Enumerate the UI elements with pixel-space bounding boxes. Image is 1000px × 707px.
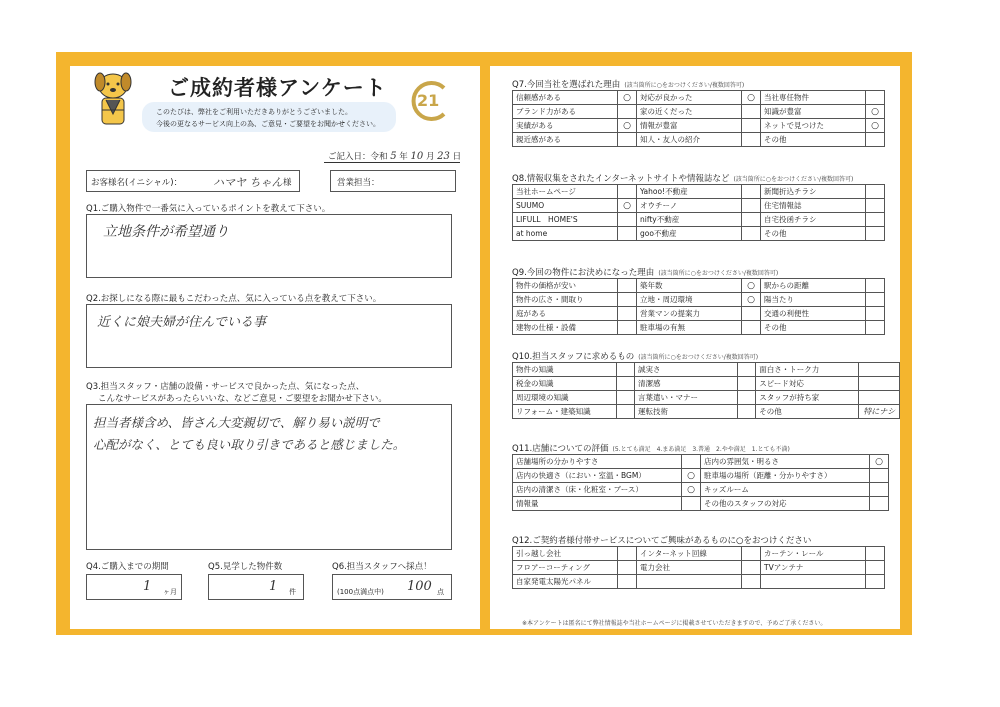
- q11-table: [512, 454, 889, 511]
- q9-question-text: Q9.今回の物件にお決めになった理由: [512, 268, 655, 278]
- table-row: [513, 185, 885, 199]
- option-checkbox[interactable]: [742, 561, 761, 575]
- table-row: [513, 213, 885, 227]
- option-label: 運転技術: [634, 405, 737, 419]
- option-checkbox[interactable]: [870, 483, 889, 497]
- table-row: [513, 105, 885, 119]
- option-label: カーテン・レール: [761, 547, 866, 561]
- q12-question-text: Q12.ご契約者様付帯サービスについてご興味があるものに○をおつけください: [512, 536, 812, 546]
- option-label: オウチーノ: [637, 199, 742, 213]
- option-label: 営業マンの提案力: [637, 307, 742, 321]
- option-checkbox[interactable]: [866, 293, 885, 307]
- option-label: キッズルーム: [701, 483, 870, 497]
- option-checkbox[interactable]: [618, 561, 637, 575]
- option-label: 駅からの距離: [761, 279, 866, 293]
- option-checkbox[interactable]: [859, 377, 900, 391]
- q8-table: [512, 184, 885, 241]
- q2-answer-box[interactable]: [86, 304, 452, 368]
- option-label: 当社ホームページ: [513, 185, 618, 199]
- q8-question: [512, 172, 853, 184]
- option-checkbox[interactable]: [618, 105, 637, 119]
- q4-answer-box[interactable]: 1 ヶ月: [86, 574, 182, 600]
- table-row: [513, 575, 885, 589]
- option-checkbox[interactable]: [618, 133, 637, 147]
- q1-answer: 立地条件が希望通り: [103, 224, 229, 240]
- q1-answer-box[interactable]: [86, 214, 452, 278]
- q9-table: [512, 278, 885, 335]
- survey-title: ご成約者様アンケート: [168, 76, 387, 100]
- option-label: 税金の知識: [513, 377, 617, 391]
- option-label: リフォーム・建築知識: [513, 405, 617, 419]
- option-label: 物件の広さ・間取り: [513, 293, 618, 307]
- option-checkbox[interactable]: [682, 497, 701, 511]
- option-checkbox[interactable]: [618, 547, 637, 561]
- table-row: [513, 227, 885, 241]
- option-label: 情報量: [513, 497, 682, 511]
- option-label: 周辺環境の知識: [513, 391, 617, 405]
- q10-note: (該当箇所に○をおつけください/複数回答可): [638, 354, 759, 361]
- option-checkbox[interactable]: ○: [742, 293, 761, 307]
- option-checkbox[interactable]: [618, 575, 637, 589]
- option-label: その他のスタッフの対応: [701, 497, 870, 511]
- q10-question: [512, 350, 758, 362]
- option-checkbox[interactable]: [742, 227, 761, 241]
- option-checkbox[interactable]: ○: [742, 91, 761, 105]
- option-label: 当社専任物件: [761, 91, 866, 105]
- option-label: 交通の利便性: [761, 307, 866, 321]
- option-checkbox[interactable]: ○: [618, 199, 637, 213]
- option-checkbox[interactable]: ○: [618, 91, 637, 105]
- q4-value: 1: [143, 579, 152, 594]
- table-row: [513, 307, 885, 321]
- option-checkbox[interactable]: [742, 213, 761, 227]
- table-row: [513, 377, 900, 391]
- table-row: [513, 497, 889, 511]
- option-label: 物件の知識: [513, 363, 617, 377]
- option-label: 対応が良かった: [637, 91, 742, 105]
- option-label: 引っ越し会社: [513, 547, 618, 561]
- option-checkbox[interactable]: [616, 377, 634, 391]
- q6-value: 100: [407, 579, 432, 594]
- q7-question-text: Q7.今回当社を選ばれた理由: [512, 80, 621, 90]
- q12-table: [512, 546, 885, 589]
- option-checkbox[interactable]: ○: [682, 469, 701, 483]
- option-checkbox[interactable]: [682, 455, 701, 469]
- option-label: 物件の価格が安い: [513, 279, 618, 293]
- option-checkbox[interactable]: [616, 405, 634, 419]
- q3-question-line-2: こんなサービスがあったらいいな、などご意見・ご要望をお聞かせ下さい。: [98, 394, 387, 404]
- option-label: 駐車場の場所（距離・分かりやすさ）: [701, 469, 870, 483]
- intro-bubble: [142, 102, 396, 132]
- customer-name-field[interactable]: お客様名(イニシャル)： ハマヤ ちゃん 様: [86, 170, 300, 192]
- option-label: 築年数: [637, 279, 742, 293]
- option-checkbox[interactable]: [742, 321, 761, 335]
- option-checkbox[interactable]: [866, 91, 885, 105]
- option-checkbox[interactable]: ○: [742, 279, 761, 293]
- option-label: 実績がある: [513, 119, 618, 133]
- option-checkbox[interactable]: [866, 227, 885, 241]
- option-label: [637, 575, 742, 589]
- option-checkbox[interactable]: [742, 119, 761, 133]
- q10-question-text: Q10.担当スタッフに求めるもの: [512, 352, 635, 362]
- option-checkbox[interactable]: [616, 363, 634, 377]
- q8-note: (該当箇所に○をおつけください/複数回答可): [733, 176, 854, 183]
- option-checkbox[interactable]: [738, 391, 756, 405]
- option-label: 自宅投函チラシ: [761, 213, 866, 227]
- option-label: 新聞折込チラシ: [761, 185, 866, 199]
- q2-answer: 近くに娘夫婦が住んでいる事: [97, 315, 267, 330]
- logo-text: 21: [417, 91, 440, 110]
- option-label: TVアンテナ: [761, 561, 866, 575]
- option-checkbox[interactable]: [742, 575, 761, 589]
- q6-question: Q6.担当スタッフへ採点！: [332, 562, 432, 572]
- table-row: [513, 293, 885, 307]
- option-checkbox[interactable]: [618, 307, 637, 321]
- option-checkbox[interactable]: [738, 363, 756, 377]
- q7-table: [512, 90, 885, 147]
- q1-question: Q1.ご購入物件で一番気に入っているポイントを教えて下さい。: [86, 204, 331, 214]
- option-checkbox[interactable]: [742, 133, 761, 147]
- table-row: [513, 405, 900, 419]
- option-label: その他: [756, 405, 859, 419]
- q3-answer-line-1: 担当者様含め、皆さん大変親切で、解り易い説明で: [93, 415, 380, 430]
- left-panel: [70, 66, 480, 629]
- date-underline: [324, 162, 460, 163]
- option-checkbox[interactable]: [742, 547, 761, 561]
- option-checkbox[interactable]: [618, 227, 637, 241]
- table-row: [513, 455, 889, 469]
- sales-staff-field[interactable]: 営業担当：: [330, 170, 456, 192]
- option-label: 住宅情報誌: [761, 199, 866, 213]
- table-row: [513, 133, 885, 147]
- option-checkbox[interactable]: [866, 279, 885, 293]
- option-checkbox[interactable]: ○: [870, 455, 889, 469]
- option-label: 立地・周辺環境: [637, 293, 742, 307]
- option-label: スピード対応: [756, 377, 859, 391]
- option-label: 陽当たり: [761, 293, 866, 307]
- customer-name-value: ハマヤ ちゃん: [213, 176, 283, 189]
- table-row: [513, 547, 885, 561]
- option-label: ブランド力がある: [513, 105, 618, 119]
- option-label: 店内の清潔さ（床・化粧室・ブース）: [513, 483, 682, 497]
- option-label: Yahoo!不動産: [637, 185, 742, 199]
- table-row: [513, 91, 885, 105]
- option-label: at home: [513, 227, 618, 241]
- option-checkbox[interactable]: [866, 307, 885, 321]
- table-row: [513, 469, 889, 483]
- q11-question-text: Q11.店舗についての評価: [512, 444, 609, 454]
- option-checkbox[interactable]: 特にナシ: [859, 405, 900, 419]
- q7-note: (該当箇所に○をおつけください/複数回答可): [624, 82, 745, 89]
- option-label: 知識が豊富: [761, 105, 866, 119]
- q2-question: Q2.お探しになる際に最もこだわった点、気に入っている点を教えて下さい。: [86, 294, 382, 304]
- option-label: その他: [761, 227, 866, 241]
- q3-answer-line-2: 心配がなく、とても良い取り引きであると感じました。: [93, 437, 406, 452]
- option-checkbox[interactable]: [742, 185, 761, 199]
- q7-question: [512, 78, 744, 90]
- q9-note: (該当箇所に○をおつけください/複数回答可): [658, 270, 779, 277]
- option-label: [761, 575, 866, 589]
- option-label: goo不動産: [637, 227, 742, 241]
- q6-answer-box[interactable]: (100点満点中) 100 点: [332, 574, 452, 600]
- option-label: 親近感がある: [513, 133, 618, 147]
- intro-line-2: 今後の更なるサービス向上の為、ご意見・ご要望をお聞かせください。: [156, 120, 380, 128]
- option-checkbox[interactable]: ○: [682, 483, 701, 497]
- date-line: ご記入日：令和 5 年 10 月 23 日: [328, 151, 462, 162]
- option-label: インターネット回線: [637, 547, 742, 561]
- option-checkbox[interactable]: [866, 561, 885, 575]
- date-year: 5: [390, 151, 397, 162]
- option-checkbox[interactable]: [616, 391, 634, 405]
- table-row: [513, 391, 900, 405]
- option-checkbox[interactable]: [866, 547, 885, 561]
- table-row: [513, 483, 889, 497]
- option-checkbox[interactable]: [618, 213, 637, 227]
- option-checkbox[interactable]: [618, 293, 637, 307]
- option-checkbox[interactable]: [859, 391, 900, 405]
- option-label: 情報が豊富: [637, 119, 742, 133]
- option-label: 店内の快適さ（におい・室温・BGM）: [513, 469, 682, 483]
- footer-note: ※本アンケートは匿名にて弊社情報誌や当社ホームページに掲載させていただきますので、予めご了承ください。: [522, 620, 827, 627]
- option-label: 電力会社: [637, 561, 742, 575]
- option-checkbox[interactable]: ○: [866, 105, 885, 119]
- option-label: その他: [761, 133, 866, 147]
- option-label: 清潔感: [634, 377, 737, 391]
- right-panel: [490, 66, 900, 629]
- q5-question: Q5.見学した物件数: [208, 562, 283, 572]
- option-checkbox[interactable]: [738, 377, 756, 391]
- option-label: 店舗場所の分かりやすさ: [513, 455, 682, 469]
- option-label: 自家発電太陽光パネル: [513, 575, 618, 589]
- dog-mascot-icon: [88, 70, 138, 132]
- option-label: nifty不動産: [637, 213, 742, 227]
- option-label: フロアーコーティング: [513, 561, 618, 575]
- q3-question-line-1: Q3.担当スタッフ・店舗の設備・サービスで良かった点、気になった点、: [86, 382, 365, 392]
- option-checkbox[interactable]: [618, 185, 637, 199]
- option-checkbox[interactable]: [866, 185, 885, 199]
- q11-question: [512, 442, 790, 454]
- option-label: 信頼感がある: [513, 91, 618, 105]
- option-checkbox[interactable]: [859, 363, 900, 377]
- table-row: [513, 279, 885, 293]
- option-label: 知人・友人の紹介: [637, 133, 742, 147]
- q5-value: 1: [269, 579, 278, 594]
- option-label: その他: [761, 321, 866, 335]
- option-label: 面白さ・トーク力: [756, 363, 859, 377]
- option-label: 庭がある: [513, 307, 618, 321]
- table-row: [513, 119, 885, 133]
- table-row: [513, 561, 885, 575]
- option-label: 誠実さ: [634, 363, 737, 377]
- table-row: [513, 199, 885, 213]
- date-day: 23: [437, 151, 450, 162]
- table-row: [513, 363, 900, 377]
- option-label: 言葉遣い・マナー: [634, 391, 737, 405]
- option-checkbox[interactable]: ○: [866, 119, 885, 133]
- q4-question: Q4.ご購入までの期間: [86, 562, 169, 572]
- table-row: [513, 321, 885, 335]
- option-checkbox[interactable]: [866, 133, 885, 147]
- option-checkbox[interactable]: [870, 497, 889, 511]
- option-label: 家の近くだった: [637, 105, 742, 119]
- option-checkbox[interactable]: ○: [618, 119, 637, 133]
- option-checkbox[interactable]: [742, 307, 761, 321]
- date-month: 10: [410, 151, 424, 162]
- option-label: スタッフが持ち家: [756, 391, 859, 405]
- q11-note: (5.とても満足 4.まあ満足 3.普通 2.やや満足 1.とても不満): [612, 446, 790, 453]
- option-label: SUUMO: [513, 199, 618, 213]
- q10-table: [512, 362, 900, 419]
- q12-question: [512, 534, 811, 546]
- option-checkbox[interactable]: [866, 213, 885, 227]
- q9-question: [512, 266, 778, 278]
- option-checkbox[interactable]: [870, 469, 889, 483]
- option-checkbox[interactable]: [742, 199, 761, 213]
- option-checkbox[interactable]: [866, 199, 885, 213]
- option-label: LIFULL HOME'S: [513, 213, 618, 227]
- option-checkbox[interactable]: [742, 105, 761, 119]
- option-label: 駐車場の有無: [637, 321, 742, 335]
- option-checkbox[interactable]: [618, 321, 637, 335]
- q8-question-text: Q8.情報収集をされたインターネットサイトや情報誌など: [512, 174, 730, 184]
- option-checkbox[interactable]: [738, 405, 756, 419]
- q3-answer-box[interactable]: [86, 404, 452, 550]
- option-label: ネットで見つけた: [761, 119, 866, 133]
- option-label: 店内の雰囲気・明るさ: [701, 455, 870, 469]
- option-checkbox[interactable]: [866, 321, 885, 335]
- intro-line-1: このたびは、弊社をご利用いただきありがとうございました。: [156, 108, 352, 116]
- q5-answer-box[interactable]: 1 件: [208, 574, 304, 600]
- option-checkbox[interactable]: [618, 279, 637, 293]
- option-checkbox[interactable]: [866, 575, 885, 589]
- option-label: 建物の仕様・設備: [513, 321, 618, 335]
